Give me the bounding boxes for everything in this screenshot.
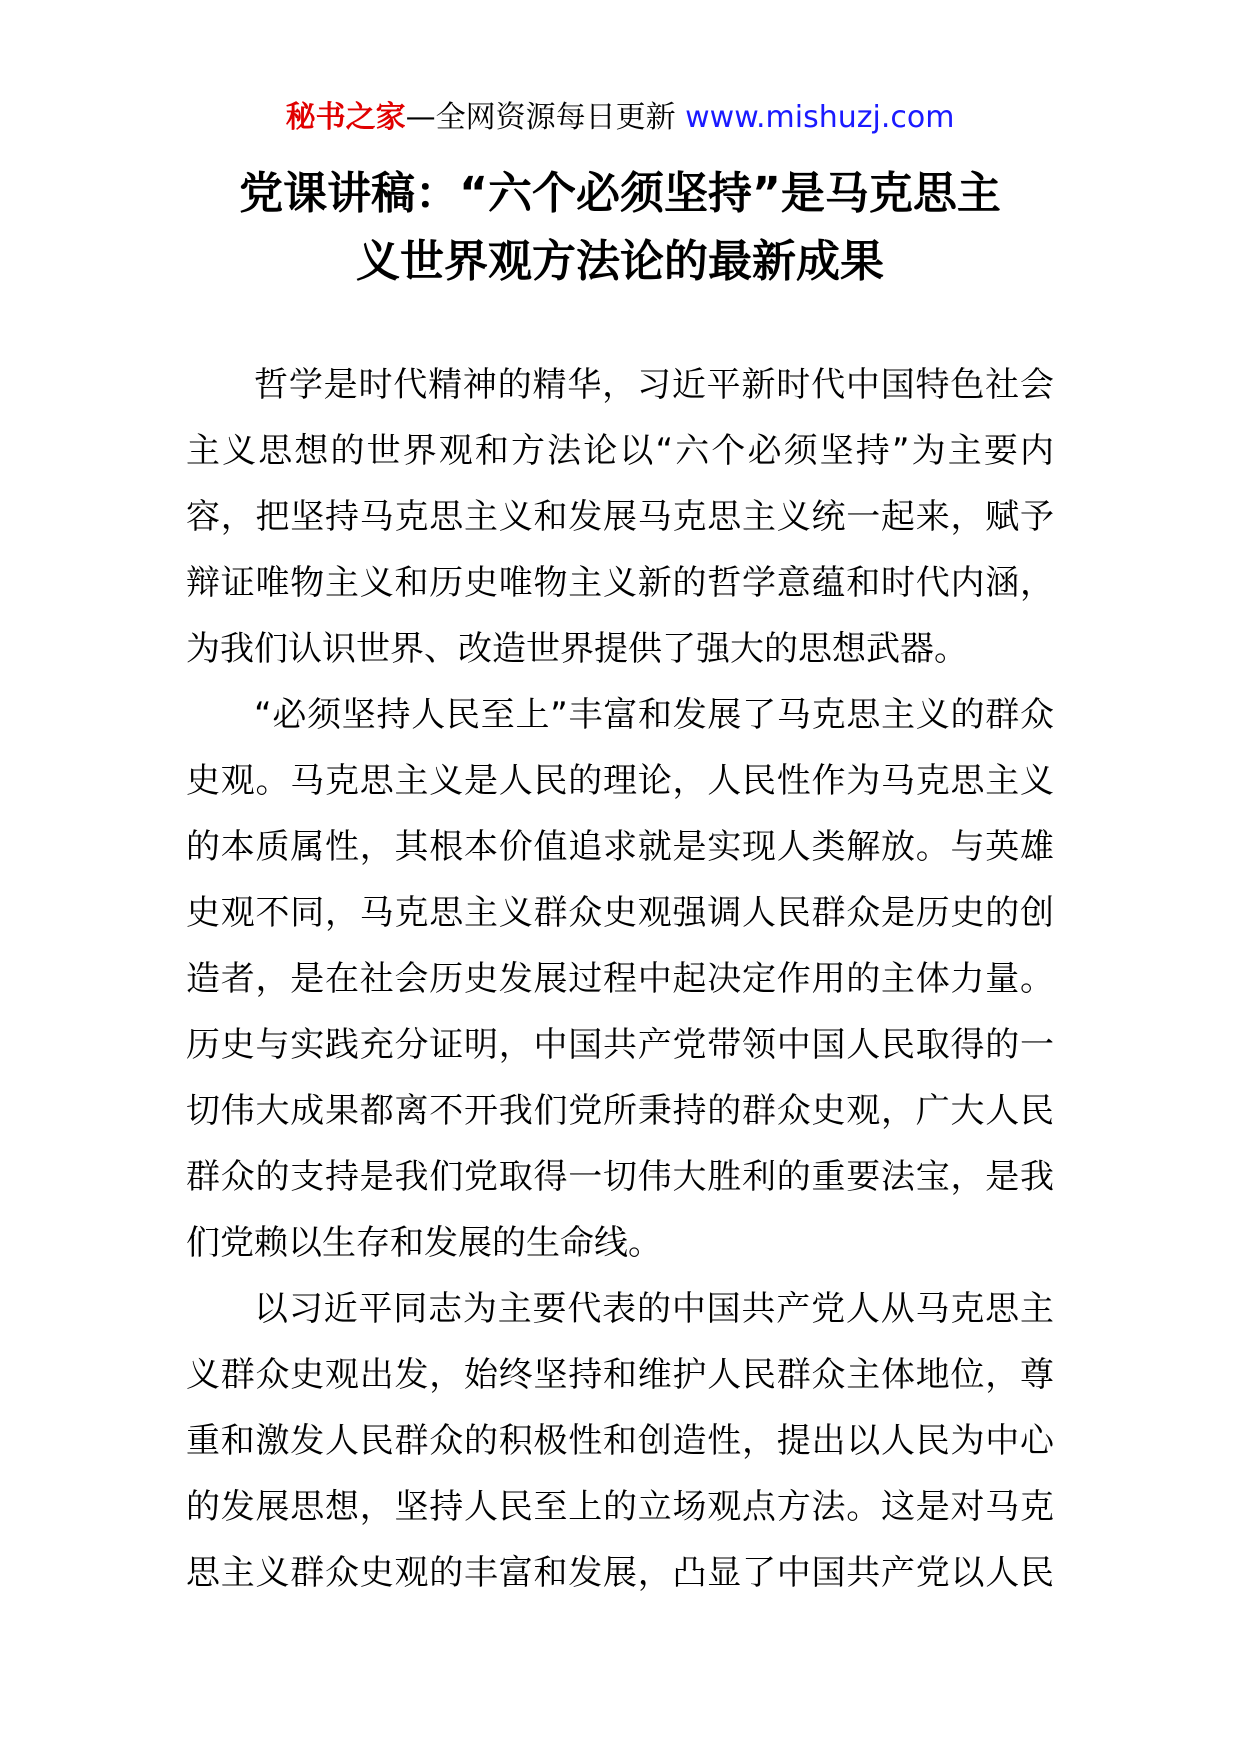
paragraph-2 bbox=[186, 682, 1054, 1276]
document-title bbox=[180, 160, 1060, 296]
site-banner bbox=[0, 98, 1240, 138]
paragraph-line: 造者，是在社会历史发展过程中起决定作用的主体力量。 bbox=[186, 959, 1054, 999]
paragraph-line: 切伟大成果都离不开我们党所秉持的群众史观，广大人民 bbox=[186, 1091, 1054, 1131]
paragraph-line: 群众的支持是我们党取得一切伟大胜利的重要法宝，是我 bbox=[186, 1157, 1054, 1197]
paragraph-line: 们党赖以生存和发展的生命线。 bbox=[186, 1223, 662, 1263]
paragraph-line: 以习近平同志为主要代表的中国共产党人从马克思主 bbox=[254, 1289, 1054, 1329]
paragraph-line: 为我们认识世界、改造世界提供了强大的思想武器。 bbox=[186, 629, 968, 669]
paragraph-line: 的本质属性，其根本价值追求就是实现人类解放。与英雄 bbox=[186, 827, 1054, 867]
site-url-link[interactable]: www.mishuzj.com bbox=[685, 100, 955, 135]
paragraph-line: 义群众史观出发，始终坚持和维护人民群众主体地位，尊 bbox=[186, 1355, 1054, 1395]
title-line-1: 党课讲稿：“六个必须坚持”是马克思主 bbox=[239, 168, 1001, 219]
paragraph-line: 史观不同，马克思主义群众史观强调人民群众是历史的创 bbox=[186, 893, 1054, 933]
brand-name: 秘书之家 bbox=[285, 100, 406, 135]
banner-tagline: —全网资源每日更新 bbox=[405, 100, 686, 135]
paragraph-line: 历史与实践充分证明，中国共产党带领中国人民取得的一 bbox=[186, 1025, 1054, 1065]
document-body bbox=[186, 352, 1054, 1606]
title-line-2: 义世界观方法论的最新成果 bbox=[356, 236, 884, 287]
paragraph-line: 思主义群众史观的丰富和发展，凸显了中国共产党以人民 bbox=[186, 1553, 1054, 1593]
paragraph-line: 哲学是时代精神的精华，习近平新时代中国特色社会 bbox=[254, 365, 1054, 405]
paragraph-line: 史观。马克思主义是人民的理论，人民性作为马克思主义 bbox=[186, 761, 1054, 801]
paragraph-line: 重和激发人民群众的积极性和创造性，提出以人民为中心 bbox=[186, 1421, 1054, 1461]
paragraph-line: “必须坚持人民至上”丰富和发展了马克思主义的群众 bbox=[254, 695, 1054, 735]
paragraph-line: 容，把坚持马克思主义和发展马克思主义统一起来，赋予 bbox=[186, 497, 1054, 537]
paragraph-1 bbox=[186, 352, 1054, 682]
paragraph-line: 辩证唯物主义和历史唯物主义新的哲学意蕴和时代内涵， bbox=[186, 563, 1054, 603]
paragraph-line: 主义思想的世界观和方法论以“六个必须坚持”为主要内 bbox=[186, 431, 1054, 471]
paragraph-3 bbox=[186, 1276, 1054, 1606]
paragraph-line: 的发展思想，坚持人民至上的立场观点方法。这是对马克 bbox=[186, 1487, 1054, 1527]
